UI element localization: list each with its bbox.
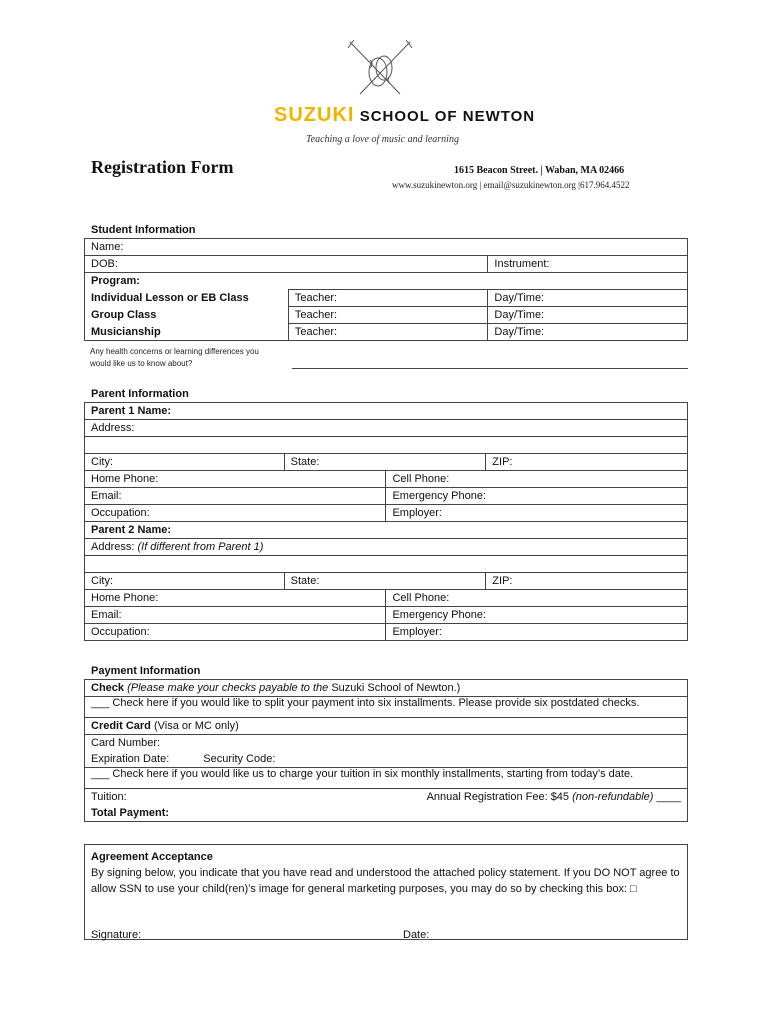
program-group-label: Group Class bbox=[85, 307, 289, 324]
parent1-name-field[interactable]: Parent 1 Name: bbox=[85, 403, 688, 420]
parent2-cell-phone-field[interactable]: Cell Phone: bbox=[386, 590, 688, 607]
payment-credit-label: Credit Card bbox=[91, 720, 151, 732]
total-payment-field[interactable]: Total Payment: bbox=[85, 805, 688, 822]
card-expiration-field[interactable]: Expiration Date: bbox=[91, 753, 170, 765]
parent1-cell-phone-field[interactable]: Cell Phone: bbox=[386, 471, 688, 488]
parent2-state-field[interactable]: State: bbox=[284, 573, 486, 590]
registration-fee-blank[interactable]: ____ bbox=[656, 791, 681, 803]
program-label: Program: bbox=[85, 273, 688, 290]
student-dob-field[interactable]: DOB: bbox=[85, 256, 488, 273]
registration-fee-note: (non-refundable) bbox=[572, 791, 654, 803]
tuition-field[interactable]: Tuition: bbox=[91, 791, 127, 803]
agreement-box bbox=[84, 844, 688, 940]
payment-check-payee: Suzuki School of Newton.) bbox=[331, 682, 461, 694]
payment-table bbox=[84, 679, 688, 822]
payment-section-title: Payment Information bbox=[91, 665, 201, 677]
tuition-row bbox=[85, 789, 688, 806]
program-musicianship-teacher-field[interactable]: Teacher: bbox=[288, 324, 488, 341]
student-table bbox=[84, 238, 688, 341]
parent2-occupation-field[interactable]: Occupation: bbox=[85, 624, 386, 641]
date-field[interactable]: Date: bbox=[403, 929, 430, 941]
parent2-home-phone-field[interactable]: Home Phone: bbox=[85, 590, 386, 607]
parent1-emergency-phone-field[interactable]: Emergency Phone: bbox=[386, 488, 688, 505]
program-musicianship-label: Musicianship bbox=[85, 324, 289, 341]
parent2-address-label: Address: bbox=[91, 541, 138, 553]
agreement-body: By signing below, you indicate that you have read and understood the attached policy statement. If you DO NOT agree to allow SSN to use your child(ren)’s image for general marketing purposes, you may do so by checking this box: □ bbox=[91, 867, 680, 895]
parent1-address-line2[interactable] bbox=[85, 437, 688, 454]
student-section-title: Student Information bbox=[91, 224, 196, 236]
payment-check-row bbox=[85, 680, 688, 697]
brand-school: SCHOOL OF NEWTON bbox=[359, 108, 536, 125]
school-contact: www.suzukinewton.org | email@suzukinewton.org |617.964.4522 bbox=[392, 180, 630, 190]
violin-logo-icon bbox=[340, 38, 420, 98]
signature-field[interactable]: Signature: bbox=[91, 929, 142, 941]
parent2-address-field[interactable] bbox=[85, 539, 688, 556]
parent2-employer-field[interactable]: Employer: bbox=[386, 624, 688, 641]
card-security-field[interactable]: Security Code: bbox=[203, 753, 276, 765]
program-group-teacher-field[interactable]: Teacher: bbox=[288, 307, 488, 324]
parent2-name-field[interactable]: Parent 2 Name: bbox=[85, 522, 688, 539]
payment-credit-row bbox=[85, 718, 688, 735]
student-instrument-field[interactable]: Instrument: bbox=[488, 256, 688, 273]
parent2-city-field[interactable]: City: bbox=[85, 573, 285, 590]
parent1-city-field[interactable]: City: bbox=[85, 454, 285, 471]
program-group-daytime-field[interactable]: Day/Time: bbox=[488, 307, 688, 324]
form-title: Registration Form bbox=[91, 157, 234, 177]
parent1-occupation-field[interactable]: Occupation: bbox=[85, 505, 386, 522]
card-number-field[interactable]: Card Number: bbox=[85, 735, 688, 752]
program-musicianship-daytime-field[interactable]: Day/Time: bbox=[488, 324, 688, 341]
parent1-email-field[interactable]: Email: bbox=[85, 488, 386, 505]
program-individual-teacher-field[interactable]: Teacher: bbox=[288, 290, 488, 307]
parent-table bbox=[84, 402, 688, 641]
parent1-home-phone-field[interactable]: Home Phone: bbox=[85, 471, 386, 488]
registration-fee-label: Annual Registration Fee: $45 bbox=[426, 791, 570, 803]
health-answer-line[interactable] bbox=[292, 368, 688, 369]
parent2-email-field[interactable]: Email: bbox=[85, 607, 386, 624]
health-question-line1: Any health concerns or learning differences you bbox=[90, 347, 259, 356]
payment-check-note: (Please make your checks payable to the bbox=[127, 682, 329, 694]
payment-check-label: Check bbox=[91, 682, 125, 694]
program-individual-label: Individual Lesson or EB Class bbox=[85, 290, 289, 307]
parent1-employer-field[interactable]: Employer: bbox=[386, 505, 688, 522]
parent1-zip-field[interactable]: ZIP: bbox=[486, 454, 688, 471]
program-individual-daytime-field[interactable]: Day/Time: bbox=[488, 290, 688, 307]
agreement-title: Agreement Acceptance bbox=[91, 851, 213, 863]
health-question bbox=[90, 346, 300, 370]
brand-suzuki: SUZUKI bbox=[274, 104, 355, 126]
parent2-emergency-phone-field[interactable]: Emergency Phone: bbox=[386, 607, 688, 624]
check-installments-option[interactable]: ___ Check here if you would like to split your payment into six installments. Please provide six postdated checks. bbox=[85, 697, 688, 718]
payment-credit-note: (Visa or MC only) bbox=[153, 720, 239, 732]
parent2-address-note: (If different from Parent 1) bbox=[137, 541, 264, 553]
card-expiry-security-row[interactable] bbox=[85, 751, 688, 768]
parent-section-title: Parent Information bbox=[91, 388, 189, 400]
parent2-zip-field[interactable]: ZIP: bbox=[486, 573, 688, 590]
parent1-address-field[interactable]: Address: bbox=[85, 420, 688, 437]
health-question-line2: would like us to know about? bbox=[90, 359, 193, 368]
school-address: 1615 Beacon Street. | Waban, MA 02466 bbox=[454, 165, 625, 176]
parent1-state-field[interactable]: State: bbox=[284, 454, 486, 471]
student-name-field[interactable]: Name: bbox=[85, 239, 688, 256]
parent2-address-line2[interactable] bbox=[85, 556, 688, 573]
tagline: Teaching a love of music and learning bbox=[306, 134, 459, 145]
brand-logo bbox=[274, 104, 535, 127]
card-installments-option[interactable]: ___ Check here if you would like us to charge your tuition in six monthly installments, starting from today’s date. bbox=[85, 768, 688, 789]
